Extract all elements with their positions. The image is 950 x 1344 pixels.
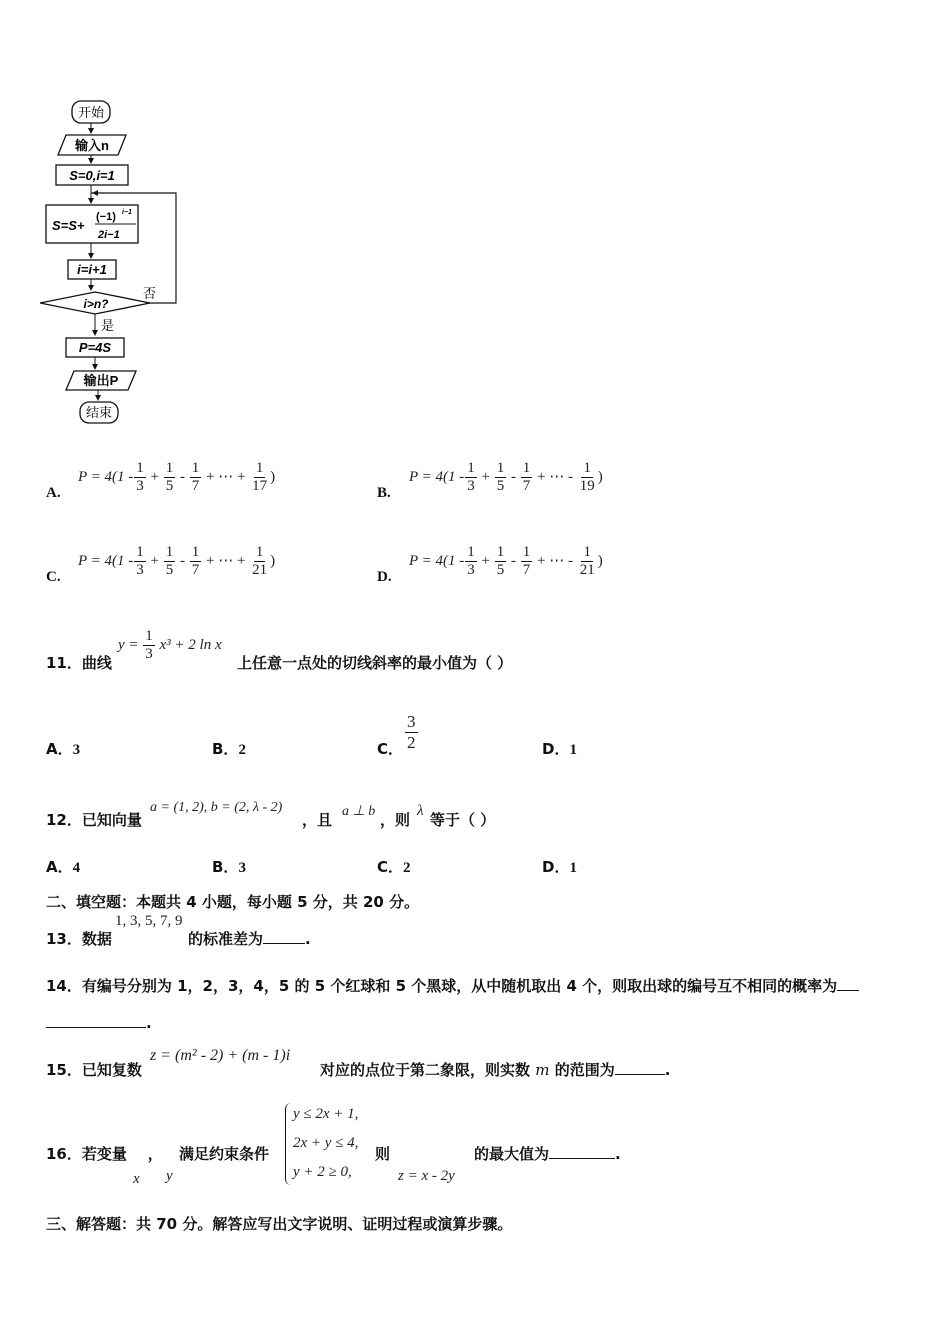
q10-option-b-label[interactable]: B. (377, 485, 391, 501)
q13-tail: 的标准差为 . (188, 930, 311, 948)
q12-option-c[interactable]: C．2 (377, 858, 411, 876)
q15-text: 对应的点位于第二象限，则实数 m 的范围为 . (320, 1061, 671, 1079)
flow-update-num: (−1) (96, 211, 116, 223)
section-2-heading: 二、填空题：本题共 4 小题，每小题 5 分，共 20 分。 (46, 893, 420, 911)
q16-cond: 满足约束条件 (179, 1145, 270, 1163)
q12-vectors: a = (1, 2), b = (2, λ - 2) (150, 800, 283, 815)
flow-yes-label: 是 (101, 318, 115, 333)
q11-option-a[interactable]: A．3 (46, 740, 81, 758)
flow-end-label: 结束 (85, 405, 113, 420)
flow-no-label: 否 (143, 286, 157, 301)
flow-input-label: 输入n (75, 138, 109, 153)
flow-assign-label: P=4S (78, 340, 112, 355)
q16-objective: z = x - 2y (398, 1168, 455, 1184)
q15-number: 15．已知复数 (46, 1061, 142, 1079)
q16-blank[interactable] (549, 1144, 615, 1159)
q15-blank[interactable] (615, 1060, 665, 1075)
q10-option-b-formula[interactable]: P = 4(1 - $\frac{1}{3}$ + $\frac{1}{5}$ - $\frac{1}{7}$ + ⋯ - $\frac{1}{19}$ ) (409, 460, 603, 494)
flow-update-exp: i−1 (122, 209, 132, 216)
flow-increment-label: i=i+1 (77, 262, 107, 277)
flow-init-label: S=0,i=1 (69, 168, 115, 183)
q16-constraint-3: y + 2 ≥ 0, (293, 1164, 352, 1180)
q12-mid: ，且 (302, 811, 333, 829)
q16-then: 则 (375, 1145, 391, 1163)
q12-number: 12．已知向量 (46, 811, 142, 829)
q14-text: 14．有编号分别为 1，2，3，4，5 的 5 个红球和 5 个黑球，从中随机取出 4 个，则取出球的编号互不相同的概率为 (46, 975, 859, 996)
flow-output-label: 输出P (83, 373, 119, 388)
q14-blank-2[interactable] (46, 1013, 146, 1028)
q11-option-b[interactable]: B．2 (212, 740, 246, 758)
flow-update-den: 2i−1 (98, 229, 120, 241)
q11-number: 11．曲线 (46, 654, 112, 672)
q12-perp: a ⊥ b (342, 804, 376, 819)
q11-option-d[interactable]: D．1 (542, 740, 577, 758)
q12-option-d[interactable]: D．1 (542, 858, 577, 876)
q10-option-d-label[interactable]: D. (377, 569, 392, 585)
q10-option-c-label[interactable]: C. (46, 569, 61, 585)
flow-decision-label: i>n? (83, 297, 109, 311)
q13-number: 13．数据 (46, 930, 112, 948)
q10-option-c-formula[interactable]: P = 4(1 - $\frac{1}{3}$ + $\frac{1}{5}$ - $\frac{1}{7}$ + ⋯ + $\frac{1}{21}$ ) (78, 544, 276, 578)
q16-tail: 的最大值为 . (474, 1145, 621, 1163)
flow-update-lhs: S=S+ (52, 218, 85, 233)
q11-option-c[interactable]: $\frac{3}{2}$ (407, 712, 416, 752)
q15-formula: z = (m² - 2) + (m - 1)i (150, 1047, 291, 1064)
q12-then: ，则 (380, 811, 411, 829)
q12-option-b[interactable]: B．3 (212, 858, 246, 876)
flow-start-label: 开始 (77, 105, 105, 120)
section-3-heading: 三、解答题：共 70 分。解答应写出文字说明、证明过程或演算步骤。 (46, 1215, 513, 1233)
q12-tail: 等于（ ） (430, 811, 496, 829)
q16-number: 16．若变量 ， (46, 1145, 163, 1163)
q16-var-x: x (133, 1171, 140, 1187)
q10-option-a-formula[interactable]: P = 4(1 - $\frac{1}{3}$ + $\frac{1}{5}$ - $\frac{1}{7}$ + ⋯ + $\frac{1}{17}$ ) (78, 460, 276, 494)
q13-blank[interactable] (263, 929, 305, 944)
q14-line2: . (46, 1013, 152, 1032)
q12-option-a[interactable]: A．4 (46, 858, 81, 876)
q16-constraint-1: y ≤ 2x + 1, (293, 1106, 359, 1122)
q14-blank-1[interactable] (837, 976, 859, 991)
q16-constraint-2: 2x + y ≤ 4, (293, 1135, 359, 1151)
q11-formula: y = $\frac{1}{3}$ x³ + 2 ln x (118, 628, 222, 662)
q12-lambda: λ (417, 803, 424, 819)
q16-var-y: y (166, 1168, 173, 1184)
q11-text: 上任意一点处的切线斜率的最小值为（ ） (237, 654, 513, 672)
q11-option-c-label[interactable]: C． (377, 740, 404, 758)
q10-option-d-formula[interactable]: P = 4(1 - $\frac{1}{3}$ + $\frac{1}{5}$ - $\frac{1}{7}$ + ⋯ - $\frac{1}{21}$ ) (409, 544, 603, 578)
q10-option-a-label[interactable]: A. (46, 485, 61, 501)
q13-data: 1, 3, 5, 7, 9 (115, 913, 183, 929)
flowchart (40, 95, 200, 430)
